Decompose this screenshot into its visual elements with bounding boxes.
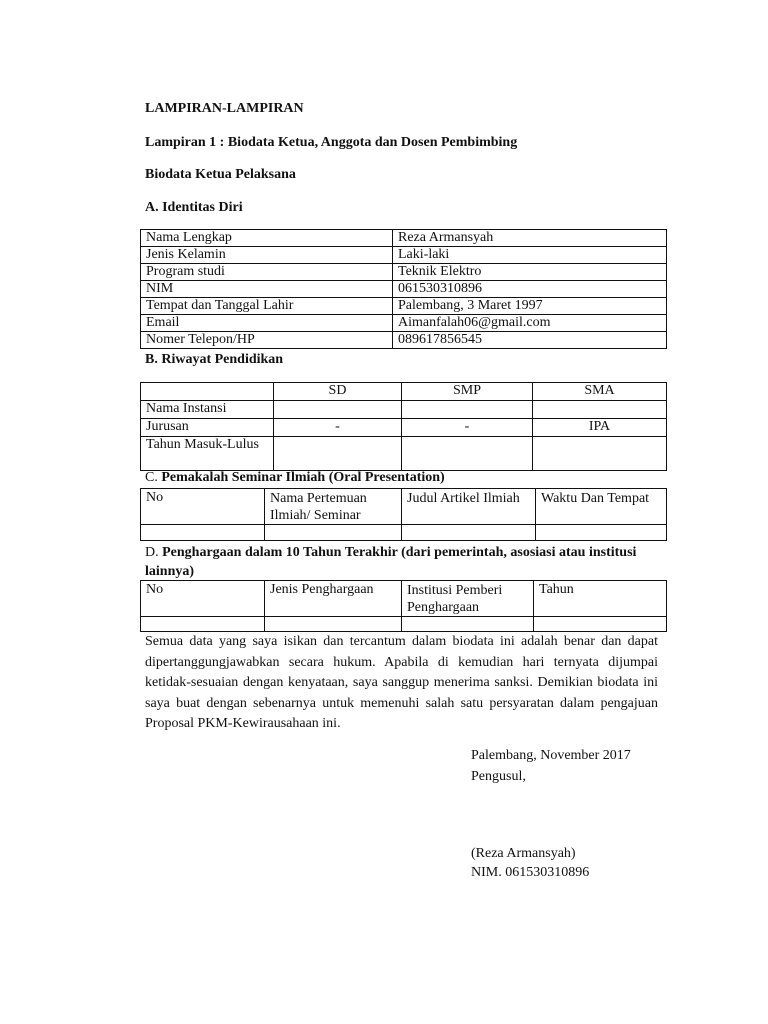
section-d-heading xyxy=(145,543,665,581)
signature-place-date: Palembang, November 2017 xyxy=(471,748,631,763)
identity-label: NIM xyxy=(141,281,393,298)
column-header: SD xyxy=(274,383,402,401)
column-header xyxy=(141,383,274,401)
identity-label: Jenis Kelamin xyxy=(141,247,393,264)
education-cell xyxy=(533,401,667,419)
section-c-heading xyxy=(145,470,445,486)
empty-cell xyxy=(534,617,667,632)
empty-cell xyxy=(536,525,667,541)
identity-value: Palembang, 3 Maret 1997 xyxy=(393,298,667,315)
table-row xyxy=(141,401,667,419)
identity-value: 061530310896 xyxy=(393,281,667,298)
empty-cell xyxy=(141,617,265,632)
seminar-table xyxy=(140,488,667,541)
section-c-title: Pemakalah Seminar Ilmiah (Oral Presentation) xyxy=(161,470,445,485)
table-row xyxy=(141,419,667,437)
section-b-heading: B. Riwayat Pendidikan xyxy=(145,352,284,367)
column-header: Nama Pertemuan Ilmiah/ Seminar xyxy=(265,489,402,525)
table-header-row xyxy=(141,489,667,525)
table-row xyxy=(141,525,667,541)
section-a-heading: A. Identitas Diri xyxy=(145,200,243,215)
identity-table xyxy=(140,229,667,349)
statement-paragraph: Semua data yang saya isikan dan tercantum dalam biodata ini adalah benar dan dapat dipertanggungjawabkan secara hukum. Apabila di kemudian hari ternyata dijumpai ketidak-sesuaian dengan kenyataan, saya sanggup menerima sanksi. Demikian biodata ini saya buat dengan sebenarnya untuk memenuhi salah satu persyaratan dalam pengajuan Proposal PKM-Kewirausahaan ini. xyxy=(145,634,658,731)
education-cell xyxy=(274,437,402,471)
column-header: SMP xyxy=(402,383,533,401)
identity-value: Laki-laki xyxy=(393,247,667,264)
identity-value: Teknik Elektro xyxy=(393,264,667,281)
section-d-title: Penghargaan dalam 10 Tahun Terakhir (dari pemerintah, asosiasi atau institusi lainnya) xyxy=(145,545,637,579)
page-title: LAMPIRAN-LAMPIRAN xyxy=(145,101,304,116)
table-row xyxy=(141,617,667,632)
table-row xyxy=(141,281,667,298)
identity-label: Nomer Telepon/HP xyxy=(141,332,393,349)
education-table xyxy=(140,382,667,471)
column-header: Tahun xyxy=(534,581,667,617)
empty-cell xyxy=(402,617,534,632)
signature-role: Pengusul, xyxy=(471,769,526,784)
education-cell xyxy=(402,401,533,419)
empty-cell xyxy=(265,617,402,632)
section-title: Biodata Ketua Pelaksana xyxy=(145,167,296,182)
identity-value: Aimanfalah06@gmail.com xyxy=(393,315,667,332)
empty-cell xyxy=(402,525,536,541)
section-d-prefix: D. xyxy=(145,545,159,560)
empty-cell xyxy=(265,525,402,541)
identity-label: Email xyxy=(141,315,393,332)
table-row xyxy=(141,315,667,332)
column-header: Institusi Pemberi Penghargaan xyxy=(402,581,534,617)
education-cell xyxy=(274,401,402,419)
table-header-row xyxy=(141,581,667,617)
signature-nim: NIM. 061530310896 xyxy=(471,865,590,880)
education-cell: - xyxy=(402,419,533,437)
identity-label: Tempat dan Tanggal Lahir xyxy=(141,298,393,315)
column-header: Waktu Dan Tempat xyxy=(536,489,667,525)
table-row xyxy=(141,264,667,281)
identity-label: Program studi xyxy=(141,264,393,281)
table-row xyxy=(141,437,667,471)
empty-cell xyxy=(141,525,265,541)
table-row xyxy=(141,230,667,247)
appendix-subtitle: Lampiran 1 : Biodata Ketua, Anggota dan Dosen Pembimbing xyxy=(145,135,518,150)
signature-name: (Reza Armansyah) xyxy=(471,846,576,861)
identity-label: Nama Lengkap xyxy=(141,230,393,247)
education-cell: IPA xyxy=(533,419,667,437)
column-header: Jenis Penghargaan xyxy=(265,581,402,617)
table-row xyxy=(141,298,667,315)
column-header: No xyxy=(141,581,265,617)
identity-value: Reza Armansyah xyxy=(393,230,667,247)
education-cell xyxy=(533,437,667,471)
table-row xyxy=(141,332,667,349)
education-label: Jurusan xyxy=(141,419,274,437)
column-header: SMA xyxy=(533,383,667,401)
education-cell: - xyxy=(274,419,402,437)
education-cell xyxy=(402,437,533,471)
award-table xyxy=(140,580,667,632)
table-header-row xyxy=(141,383,667,401)
column-header: No xyxy=(141,489,265,525)
column-header: Judul Artikel Ilmiah xyxy=(402,489,536,525)
education-label: Tahun Masuk-Lulus xyxy=(141,437,274,471)
education-label: Nama Instansi xyxy=(141,401,274,419)
section-c-prefix: C. xyxy=(145,470,158,485)
table-row xyxy=(141,247,667,264)
identity-value: 089617856545 xyxy=(393,332,667,349)
